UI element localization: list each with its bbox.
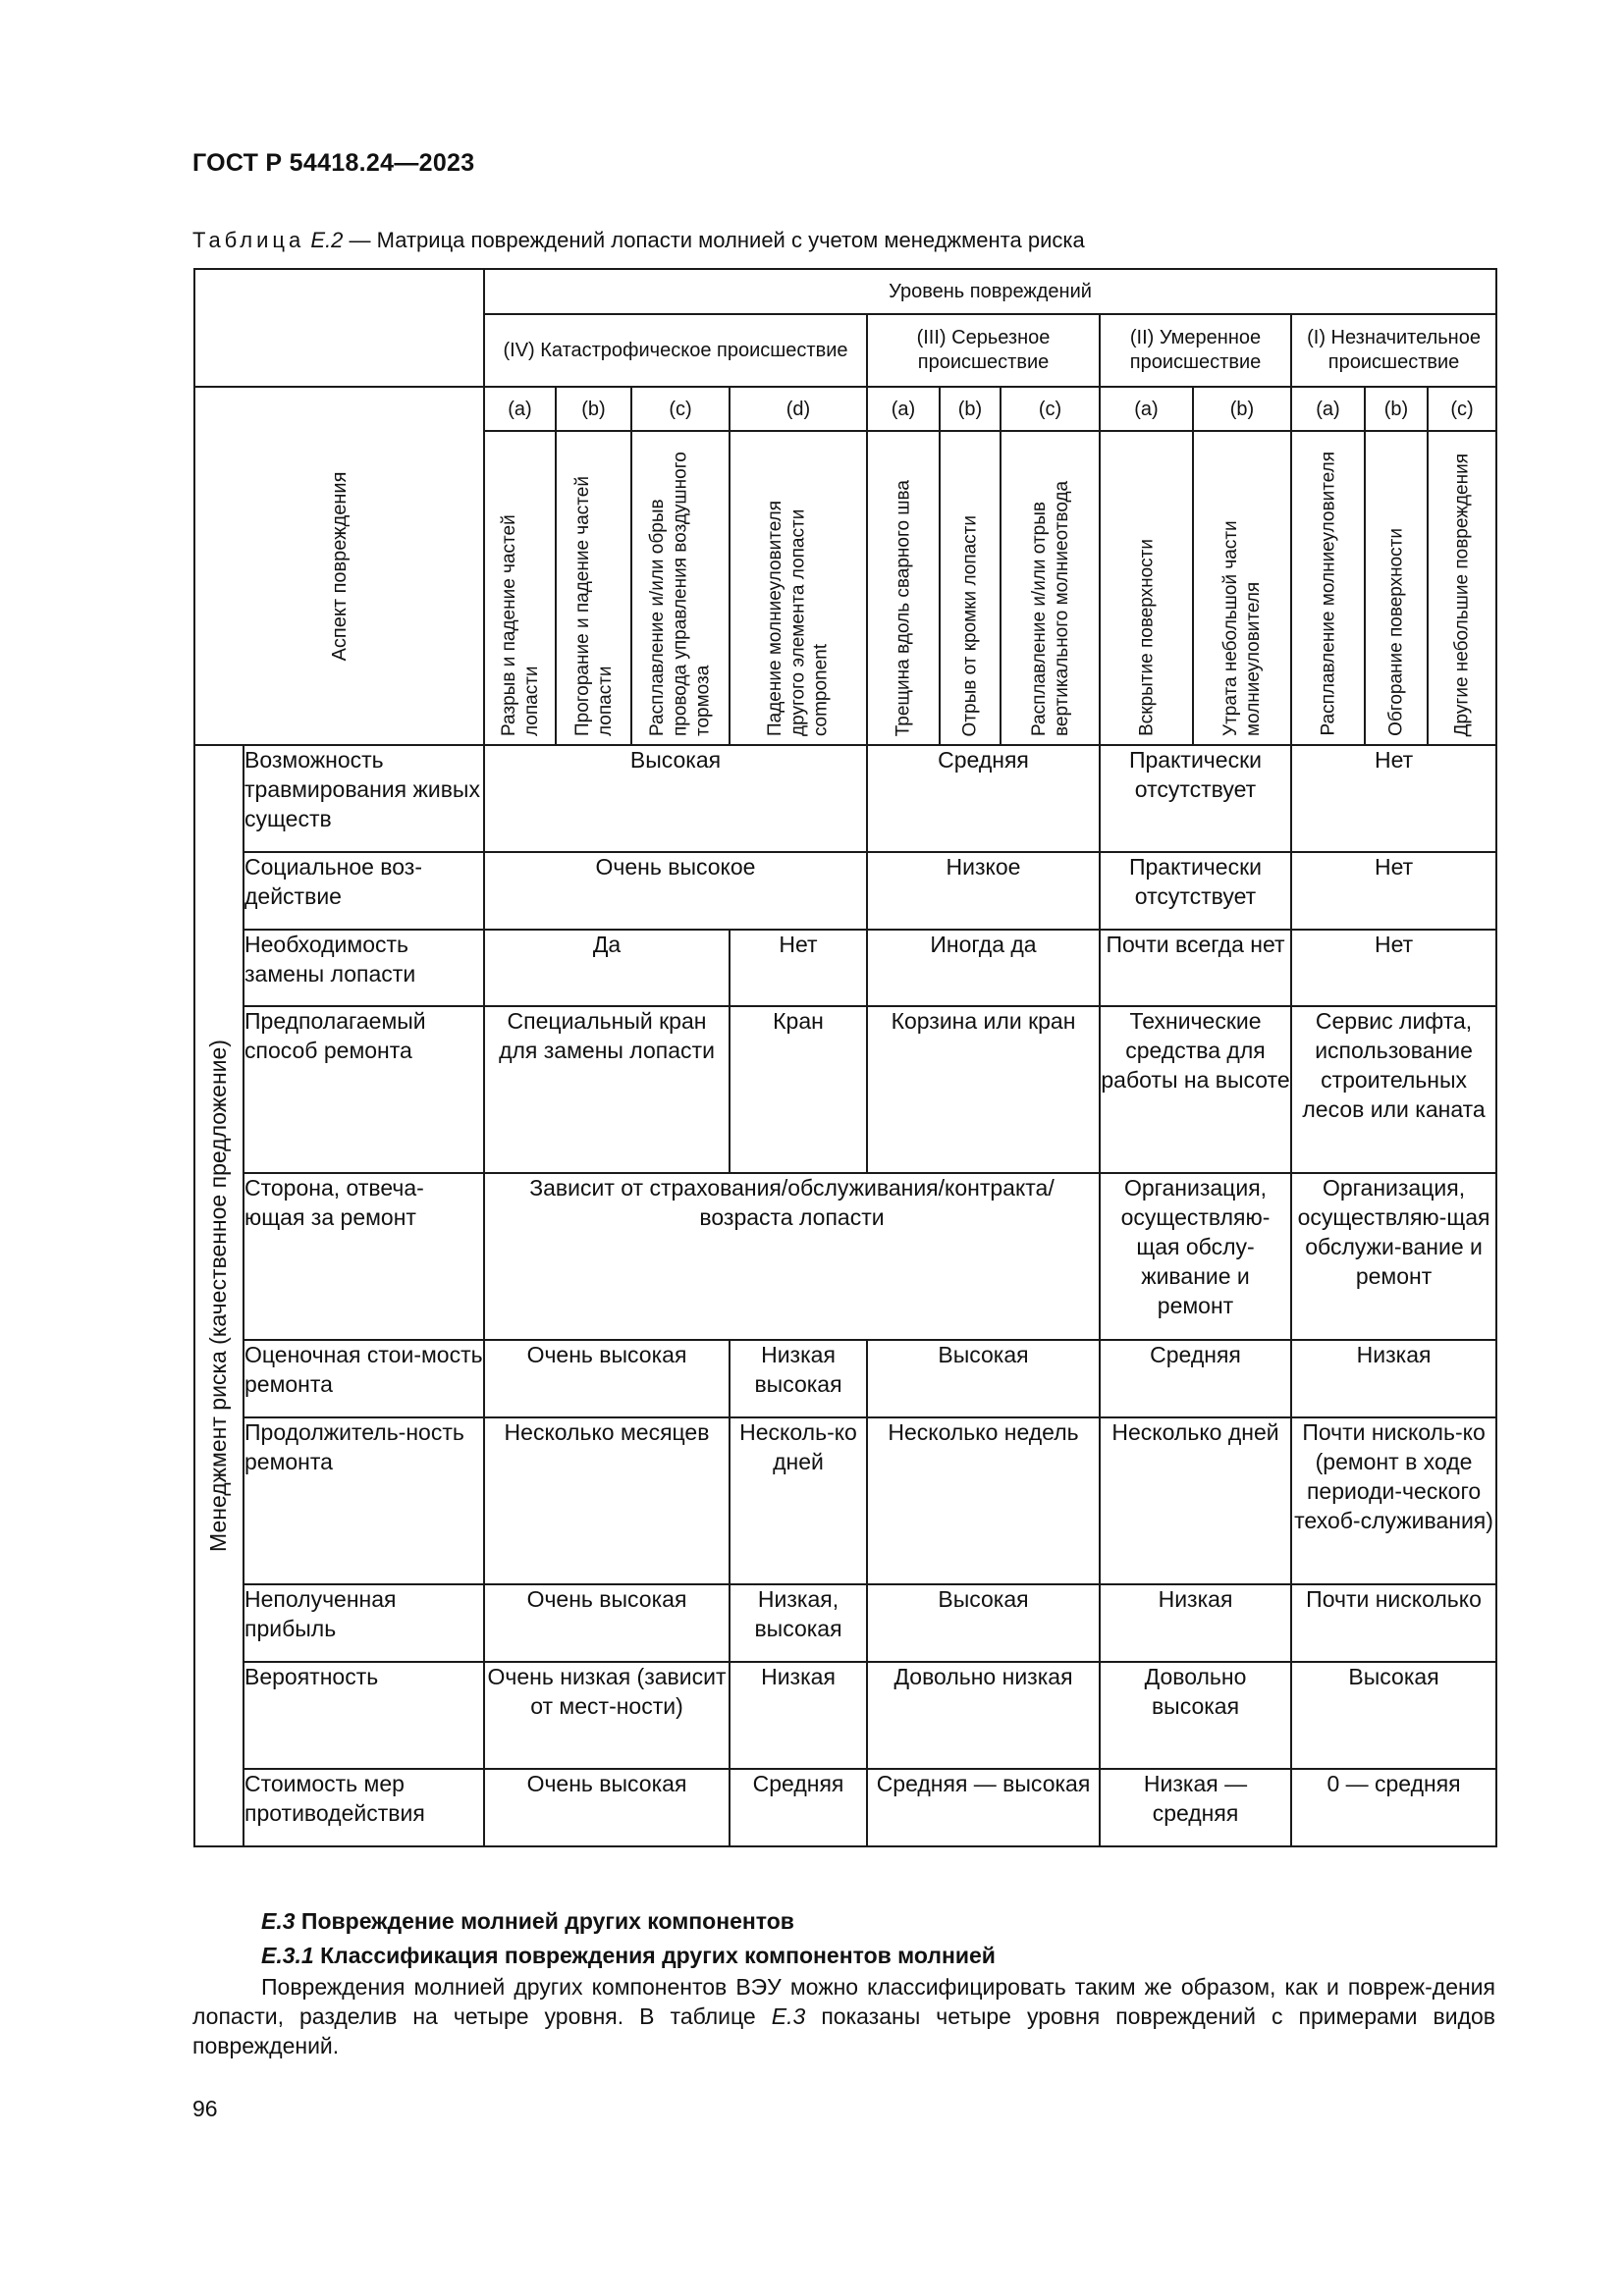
table-cell: Высокая <box>484 745 867 852</box>
table-cell: Низкая <box>1100 1584 1291 1662</box>
level-ii-header: (II) Умеренное происшествие <box>1100 314 1291 387</box>
damage-type: Расплавление молниеуловителя <box>1317 452 1338 736</box>
level-iv-header: (IV) Катастрофическое происшествие <box>484 314 867 387</box>
table-cell: Высокая <box>867 1340 1100 1417</box>
body-paragraph <box>192 1973 1495 2061</box>
table-cell: Технические средства для работы на высоте <box>1100 1006 1291 1173</box>
paragraph-text-before: Повреждения молнией других компонентов ВЭУ можно классифицировать таким же образом, как и повреж-дения лопасти, разделив на четыре уровня. В таблице <box>192 1974 1495 2029</box>
paragraph-table-ref: Е.3 <box>771 2002 806 2029</box>
damage-letter: (a) <box>1291 387 1365 431</box>
page-number: 96 <box>192 2096 218 2121</box>
table-cell: Довольно низкая <box>867 1662 1100 1769</box>
table-cell: Несколько месяцев <box>484 1417 730 1584</box>
damage-type-cell <box>1365 431 1428 745</box>
damage-type-cell <box>1291 431 1365 745</box>
damage-type-cell <box>556 431 631 745</box>
table-cell: Нет <box>1291 930 1496 1006</box>
damage-type-cell <box>1001 431 1100 745</box>
caption-text: — Матрица повреждений лопасти молнией с учетом менеджмента риска <box>349 228 1085 252</box>
table-cell: Средняя <box>1100 1340 1291 1417</box>
table-cell: Низкая <box>730 1662 867 1769</box>
section-e3-number: Е.3 <box>261 1908 296 1934</box>
damage-letter: (a) <box>867 387 940 431</box>
row-label: Сторона, отвеча-ющая за ремонт <box>244 1173 484 1340</box>
table-cell: Организация, осуществляю-щая обслу-живание и ремонт <box>1100 1173 1291 1340</box>
table-cell: Очень низкая (зависит от мест-ности) <box>484 1662 730 1769</box>
table-cell: Довольно высокая <box>1100 1662 1291 1769</box>
row-label: Вероятность <box>244 1662 484 1769</box>
damage-letter: (c) <box>631 387 730 431</box>
table-cell: Средняя <box>867 745 1100 852</box>
damage-letter: (b) <box>1365 387 1428 431</box>
row-label: Оценочная стои-мость ремонта <box>244 1340 484 1417</box>
damage-letter: (b) <box>940 387 1001 431</box>
damage-type: Обгорание поверхности <box>1385 528 1407 736</box>
table-cell: Средняя — высокая <box>867 1769 1100 1846</box>
table-cell: Специальный кран для замены лопасти <box>484 1006 730 1173</box>
risk-management-label: Менеджмент риска (качественное предложение) <box>205 1040 232 1552</box>
table-cell: Несколько недель <box>867 1417 1100 1584</box>
damage-type: Трещина вдоль сварного шва <box>893 479 914 736</box>
table-cell: Несколь-ко дней <box>730 1417 867 1584</box>
damage-type: Утрата небольшой части молниеуловителя <box>1219 520 1264 736</box>
damage-type: Отрыв от кромки лопасти <box>959 514 981 736</box>
damage-letter: (b) <box>556 387 631 431</box>
table-cell: Очень высокая <box>484 1769 730 1846</box>
damage-letter: (a) <box>1100 387 1193 431</box>
table-corner-cell <box>194 269 484 387</box>
damage-type: Прогорание и падение частей лопасти <box>571 476 616 736</box>
aspect-label: Аспект повреждения <box>328 471 351 661</box>
damage-type-cell <box>1100 431 1193 745</box>
damage-type: Другие небольшие повреждения <box>1451 453 1473 736</box>
standard-header: ГОСТ Р 54418.24—2023 <box>192 149 475 177</box>
table-cell: Средняя <box>730 1769 867 1846</box>
table-cell: Зависит от страхования/обслуживания/контракта/ возраста лопасти <box>484 1173 1100 1340</box>
row-label: Необходимость замены лопасти <box>244 930 484 1006</box>
damage-type: Расплавление и/или отрыв вертикального молниеотвода <box>1028 480 1072 736</box>
table-cell: 0 — средняя <box>1291 1769 1496 1846</box>
damage-type: Расплавление и/или обрыв провода управления воздушного тормоза <box>647 452 714 736</box>
table-cell: Низкая — средняя <box>1100 1769 1291 1846</box>
table-cell: Низкое <box>867 852 1100 930</box>
level-i-header: (I) Незначительное происшествие <box>1291 314 1496 387</box>
section-e31-title: Классификация повреждения других компонентов молнией <box>320 1943 996 1968</box>
damage-type: Падение молниеуловителя другого элемента лопасти component <box>765 500 832 736</box>
damage-letter: (a) <box>484 387 556 431</box>
damage-type: Разрыв и падение частей лопасти <box>498 514 542 736</box>
table-cell: Высокая <box>867 1584 1100 1662</box>
damage-type-cell <box>631 431 730 745</box>
row-label: Социальное воз-действие <box>244 852 484 930</box>
aspect-header-cell <box>194 387 484 745</box>
row-label: Неполученная прибыль <box>244 1584 484 1662</box>
table-cell: Низкая <box>1291 1340 1496 1417</box>
damage-matrix-table <box>193 268 1497 1847</box>
table-cell: Низкая высокая <box>730 1340 867 1417</box>
table-cell: Организация, осуществляю-щая обслужи-вание и ремонт <box>1291 1173 1496 1340</box>
table-cell: Сервис лифта, использование строительных лесов или каната <box>1291 1006 1496 1173</box>
row-label: Возможность травмирования живых существ <box>244 745 484 852</box>
damage-letter: (c) <box>1428 387 1496 431</box>
damage-letter: (c) <box>1001 387 1100 431</box>
section-e31-number: Е.3.1 <box>261 1943 314 1968</box>
damage-type-cell <box>484 431 556 745</box>
table-cell: Почти нисколько <box>1291 1584 1496 1662</box>
table-caption <box>192 228 1085 253</box>
damage-type-cell <box>867 431 940 745</box>
table-cell: Да <box>484 930 730 1006</box>
section-e3-title: Повреждение молнией других компонентов <box>300 1908 794 1934</box>
table-cell: Очень высокое <box>484 852 867 930</box>
table-cell: Высокая <box>1291 1662 1496 1769</box>
damage-letter: (b) <box>1193 387 1291 431</box>
level-iii-header: (III) Серьезное происшествие <box>867 314 1100 387</box>
damage-type-cell <box>940 431 1001 745</box>
damage-type: Вскрытие поверхности <box>1135 539 1157 736</box>
row-label: Стоимость мер противодействия <box>244 1769 484 1846</box>
damage-type-cell <box>1193 431 1291 745</box>
damage-type-cell <box>1428 431 1496 745</box>
table-cell: Нет <box>1291 852 1496 930</box>
table-cell: Корзина или кран <box>867 1006 1100 1173</box>
table-cell: Почти нисколь-ко (ремонт в ходе периоди-ческого техоб-служивания) <box>1291 1417 1496 1584</box>
table-cell: Несколько дней <box>1100 1417 1291 1584</box>
table-cell: Нет <box>1291 745 1496 852</box>
table-cell: Очень высокая <box>484 1584 730 1662</box>
table-cell: Низкая, высокая <box>730 1584 867 1662</box>
risk-management-cell <box>194 745 244 1846</box>
table-cell: Кран <box>730 1006 867 1173</box>
damage-letter: (d) <box>730 387 867 431</box>
table-cell: Практически отсутствует <box>1100 852 1291 930</box>
table-cell: Почти всегда нет <box>1100 930 1291 1006</box>
row-label: Предполагаемый способ ремонта <box>244 1006 484 1173</box>
caption-word: Таблица <box>192 228 305 252</box>
damage-type-cell <box>730 431 867 745</box>
row-label: Продолжитель-ность ремонта <box>244 1417 484 1584</box>
damage-level-title: Уровень повреждений <box>484 269 1496 314</box>
caption-number: Е.2 <box>310 228 344 252</box>
section-e31-heading <box>261 1943 996 1969</box>
table-cell: Очень высокая <box>484 1340 730 1417</box>
section-e3-heading <box>261 1908 794 1935</box>
table-cell: Нет <box>730 930 867 1006</box>
table-cell: Иногда да <box>867 930 1100 1006</box>
table-cell: Практически отсутствует <box>1100 745 1291 852</box>
paragraph-text-after: показаны четыре уровня повреждений с примерами видов повреждений. <box>192 2002 1495 2058</box>
